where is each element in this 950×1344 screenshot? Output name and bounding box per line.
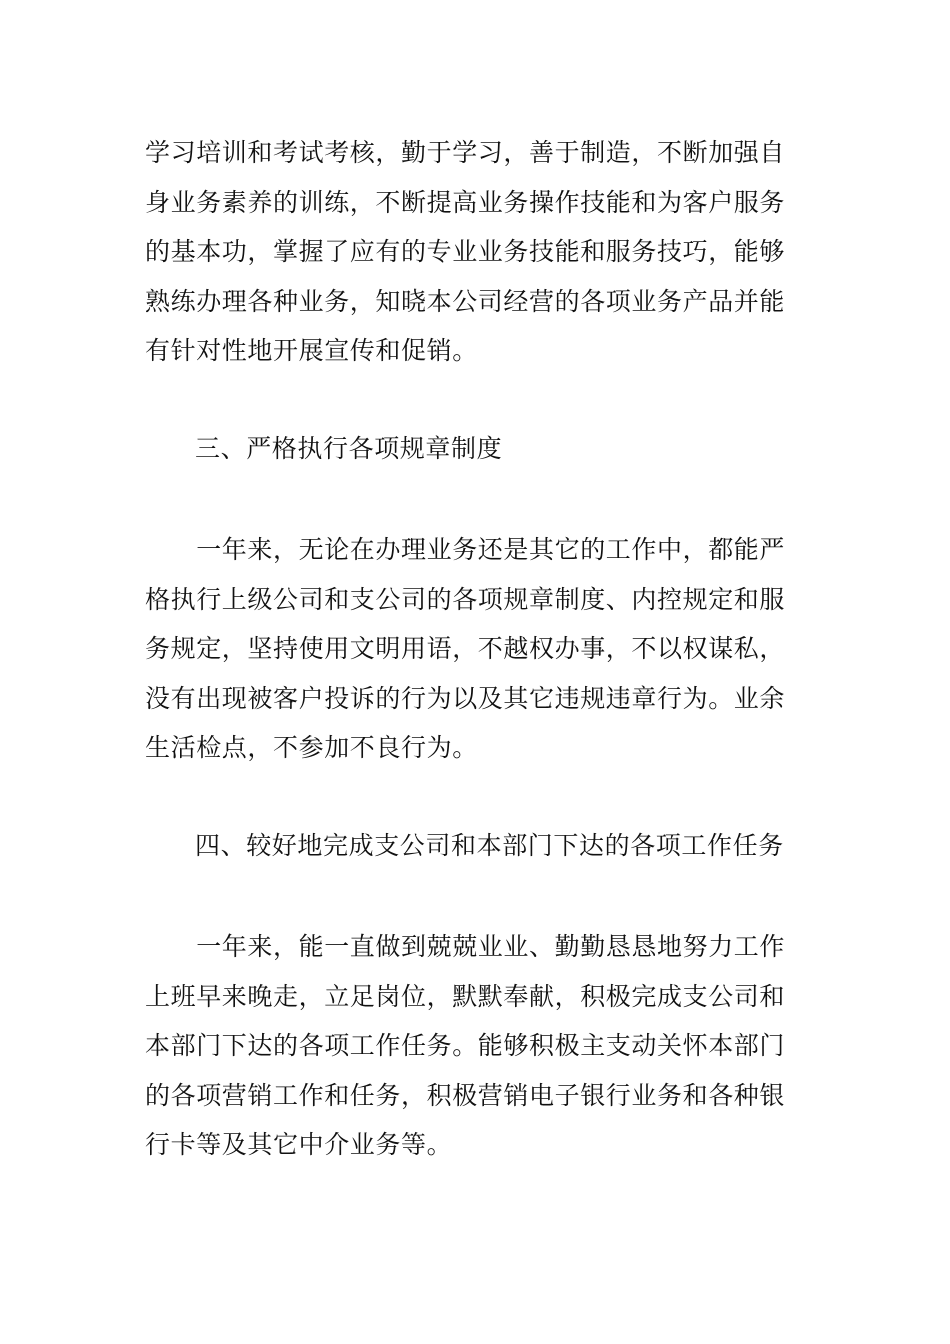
paragraph-line: 熟练办理各种业务，知晓本公司经营的各项业务产品并能: [145, 286, 786, 316]
paragraph-regulations: [145, 525, 810, 773]
paragraph-line: 的基本功，掌握了应有的专业业务技能和服务技巧，能够: [145, 237, 786, 266]
paragraph-line: 格执行上级公司和支公司的各项规章制度、内控规定和服: [145, 584, 786, 614]
paragraph-line: 一年来，无论在办理业务还是其它的工作中，都能严: [145, 535, 786, 564]
paragraph-line: 学习培训和考试考核，勤于学习，善于制造，不断加强自: [145, 138, 786, 167]
paragraph-line: 本部门下达的各项工作任务。能够积极主支动关怀本部门: [145, 1031, 786, 1060]
paragraph-line: 上班早来晚走，立足岗位，默默奉献，积极完成支公司和: [145, 981, 786, 1011]
section-heading-4: 四、较好地完成支公司和本部门下达的各项工作任务: [195, 831, 784, 860]
paragraph-line: 有针对性地开展宣传和促销。: [145, 336, 478, 365]
paragraph-line: 身业务素养的训练，不断提高业务操作技能和为客户服务: [145, 187, 786, 217]
paragraph-tasks: [145, 922, 810, 1170]
paragraph-line: 行卡等及其它中介业务等。: [145, 1130, 453, 1159]
paragraph-line: 生活检点，不参加不良行为。: [145, 733, 478, 762]
paragraph-line: 没有出现被客户投诉的行为以及其它违规违章行为。业余: [145, 683, 786, 713]
paragraph-line: 的各项营销工作和任务，积极营销电子银行业务和各种银: [145, 1080, 786, 1110]
paragraph-line: 一年来，能一直做到兢兢业业、勤勤恳恳地努力工作: [145, 932, 786, 961]
paragraph-line: 务规定，坚持使用文明用语，不越权办事，不以权谋私，: [145, 634, 786, 663]
paragraph-training: [145, 128, 810, 376]
section-heading-3: 三、严格执行各项规章制度: [195, 434, 503, 463]
